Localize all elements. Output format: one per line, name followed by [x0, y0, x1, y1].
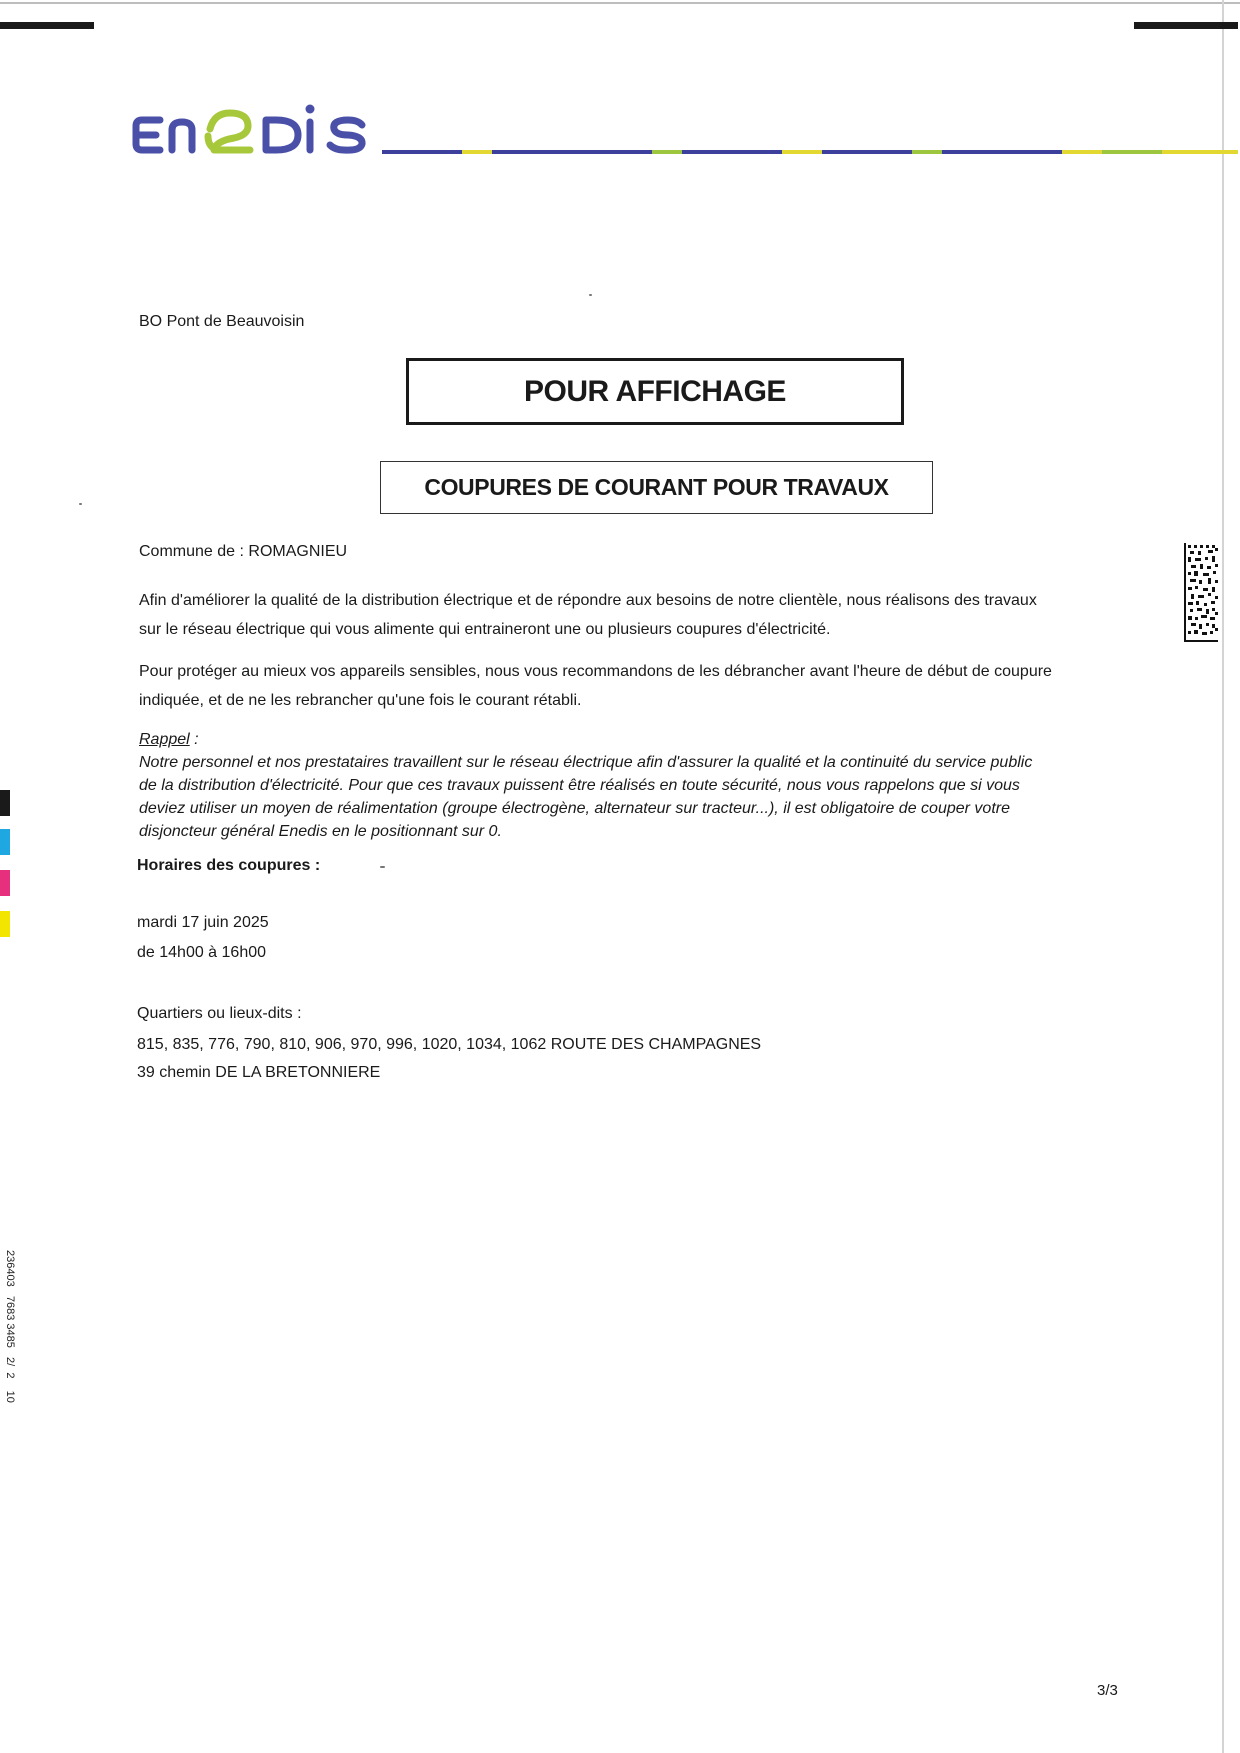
scan-speck: [589, 294, 592, 296]
print-mark-cyan: [0, 829, 10, 855]
reminder-heading: [139, 728, 1129, 751]
notice-title-box: [406, 358, 904, 425]
location-line: 39 chemin DE LA BRETONNIERE: [137, 1064, 381, 1081]
reminder-block: [139, 728, 1129, 843]
intro-paragraph: [139, 586, 1139, 644]
scan-speck: [79, 503, 82, 505]
page-number: 3/3: [1097, 1682, 1118, 1699]
notice-title: POUR AFFICHAGE: [524, 374, 786, 408]
intro-line: sur le réseau électrique qui vous alimente qui entraineront une ou plusieurs coupures d'électricité.: [139, 621, 831, 638]
datamatrix-code: [1184, 543, 1218, 642]
crop-mark-left: [0, 22, 94, 29]
crop-mark-right: [1134, 22, 1238, 29]
scan-speck: [380, 866, 385, 868]
reminder-colon: :: [189, 731, 199, 748]
enedis-logo: [130, 98, 375, 168]
notice-subtitle: COUPURES DE COURANT POUR TRAVAUX: [424, 474, 889, 500]
reminder-line: de la distribution d'électricité. Pour que ces travaux puissent être réalisés en toute sécurité, nous vous rappelons que si vous: [139, 777, 1020, 794]
location-line: 815, 835, 776, 790, 810, 906, 970, 996, 1020, 1034, 1062 ROUTE DES CHAMPAGNES: [137, 1036, 762, 1053]
advice-paragraph: [139, 657, 1139, 715]
page-right-edge: [1222, 0, 1224, 1753]
print-mark-black: [0, 790, 10, 816]
notice-subtitle-box: [380, 461, 933, 514]
advice-line: Pour protéger au mieux vos appareils sensibles, nous vous recommandons de les débrancher avant l'heure de début de coupure: [139, 663, 1052, 680]
brand-color-line: [382, 150, 1238, 154]
reminder-line: disjoncteur général Enedis en le positionnant sur 0.: [139, 823, 502, 840]
locations-heading: Quartiers ou lieux-dits :: [137, 1005, 302, 1022]
advice-line: indiquée, et de ne les rebrancher qu'une fois le courant rétabli.: [139, 692, 582, 709]
office-name: BO Pont de Beauvoisin: [139, 313, 305, 330]
reminder-title: Rappel: [139, 731, 190, 748]
reminder-line: Notre personnel et nos prestataires travaillent sur le réseau électrique afin d'assurer la qualité et la continuité du service public: [139, 754, 1033, 771]
outage-date: mardi 17 juin 2025: [137, 914, 269, 931]
page-top-edge: [0, 2, 1240, 4]
schedule-heading: Horaires des coupures :: [137, 857, 321, 874]
intro-line: Afin d'améliorer la qualité de la distribution électrique et de répondre aux besoins de notre clientèle, nous réalisons des travaux: [139, 592, 1037, 609]
print-mark-magenta: [0, 870, 10, 896]
outage-hours: de 14h00 à 16h00: [137, 944, 267, 961]
reminder-line: deviez utiliser un moyen de réalimentation (groupe électrogène, alternateur sur tracteur...), il est obligatoire de couper votre: [139, 800, 1010, 817]
print-mark-yellow: [0, 911, 10, 937]
commune-line: Commune de : ROMAGNIEU: [139, 543, 348, 560]
side-tracking-code: 236403 7683 3485 2/ 2 10: [4, 1250, 16, 1403]
